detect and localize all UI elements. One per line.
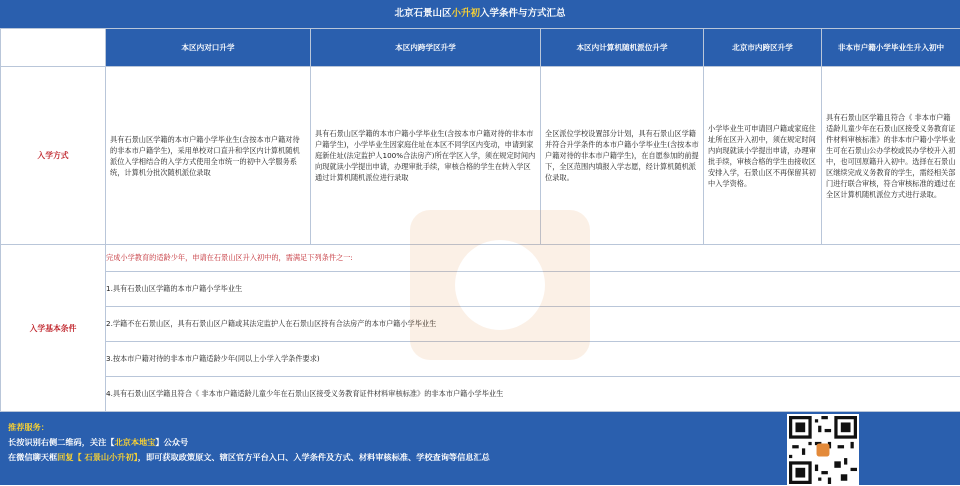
condition-row (1, 272, 960, 307)
conditions-intro-row (1, 245, 960, 272)
condition-row (1, 307, 960, 342)
condition-row (1, 342, 960, 377)
condition-row (1, 377, 960, 412)
qr-code-graphic (789, 416, 857, 484)
footer-line-reply (8, 450, 490, 465)
footer-line-reply-suffix: ，即可获取政策原文、辖区官方平台入口、入学条件及方式、材料审核标准、学校查询等信息汇总 (138, 452, 490, 462)
qr-code-icon[interactable] (787, 414, 859, 486)
cell-text: 具有石景山区学籍的本市户籍小学毕业生(含按本市户籍对待的非本市户籍学生)，采用单校对口直升和学区内计算机随机派位入学相结合的入学方式使用全市统一的初中入学服务系统，计算机分批次随机派位录取 (106, 132, 310, 180)
footer-line-qr-text: 长按识别右侧二维码，关注【 (8, 437, 114, 447)
cell-text: 小学毕业生可申请回户籍或家庭住址所在区升入初中，须在规定时间内向现就读小学提出申请，办理审批手续，审核合格的学生由接收区安排入学，石景山区不再保留其初中入学资格。 (704, 121, 821, 191)
admission-table (0, 28, 960, 412)
condition-item: 2.学籍不在石景山区，具有石景山区户籍或其法定监护人在石景山区持有合法房产的本市户籍小学毕业生 (106, 307, 960, 342)
row-label-conditions: 入学基本条件 (1, 245, 106, 412)
footer-account-name: 北京本地宝 (114, 437, 155, 447)
table-cell (311, 67, 541, 245)
table-cell (541, 67, 704, 245)
conditions-intro: 完成小学教育的适龄少年，申请在石景山区升入初中的，需满足下列条件之一: (106, 245, 960, 272)
title-prefix: 北京石景山区 (394, 8, 451, 19)
table-cell (704, 67, 822, 245)
cell-text: 具有石景山区学籍且符合《 非本市户籍适龄儿童少年在石景山区接受义务教育证件材料审核标准》的非本市户籍小学毕业生可在石景山公办学校或民办学校升入初中，也可回原籍升入初中。选择在石景山区继续完成义务教育的学生，需经相关部门进行联合审核，符合审核标准的通过在全区计算机随机派位方式进行录取。 (822, 110, 960, 202)
condition-item: 1.具有石景山区学籍的本市户籍小学毕业生 (106, 272, 960, 307)
footer-line-qr (8, 435, 490, 450)
footer-line-reply-text: 在微信聊天框 (8, 452, 57, 462)
page-title (0, 0, 960, 28)
condition-item: 3.按本市户籍对待的非本市户籍适龄少年(同以上小学入学条件要求) (106, 342, 960, 377)
column-header: 本区内计算机随机派位升学 (541, 29, 704, 67)
footer-heading: 推荐服务： (8, 420, 490, 435)
footer-text (8, 420, 490, 465)
table-cell (106, 67, 311, 245)
column-header: 本区内对口升学 (106, 29, 311, 67)
cell-text: 具有石景山区学籍的本市户籍小学毕业生(含按本市户籍对待的非本市户籍学生)，小学毕业生因家庭住址在本区不同学区内变动，申请到家庭新住址(法定监护人100%合法房产)所在学区入学，须在规定时间内向现就读小学提出申请，办理审批手续，审核合格的学生在转入学区通过计算机随机派位进行录取 (311, 126, 540, 185)
column-header: 本区内跨学区升学 (311, 29, 541, 67)
column-header: 非本市户籍小学毕业生升入初中 (822, 29, 960, 67)
header-corner (1, 29, 106, 67)
method-row (1, 67, 960, 245)
title-highlight: 小升初 (451, 8, 480, 19)
header-row (1, 29, 960, 67)
table-cell (822, 67, 960, 245)
row-label-method: 入学方式 (1, 67, 106, 245)
footer-line-qr-suffix: 】公众号 (155, 437, 188, 447)
footer-reply-keyword: 回复【 石景山小升初】 (57, 452, 138, 462)
condition-item: 4.具有石景山区学籍且符合《 非本市户籍适龄儿童少年在石景山区接受义务教育证件材料审核标准》的非本市户籍小学毕业生 (106, 377, 960, 412)
cell-text: 全区派位学校设置部分计划，具有石景山区学籍并符合升学条件的本市户籍小学毕业生(含按本市户籍对待的非本市户籍学生)，在自愿参加的前提下，全区范围内填报入学志愿，经计算机随机派位录取。 (541, 126, 703, 185)
column-header: 北京市内跨区升学 (704, 29, 822, 67)
title-suffix: 入学条件与方式汇总 (480, 8, 566, 19)
